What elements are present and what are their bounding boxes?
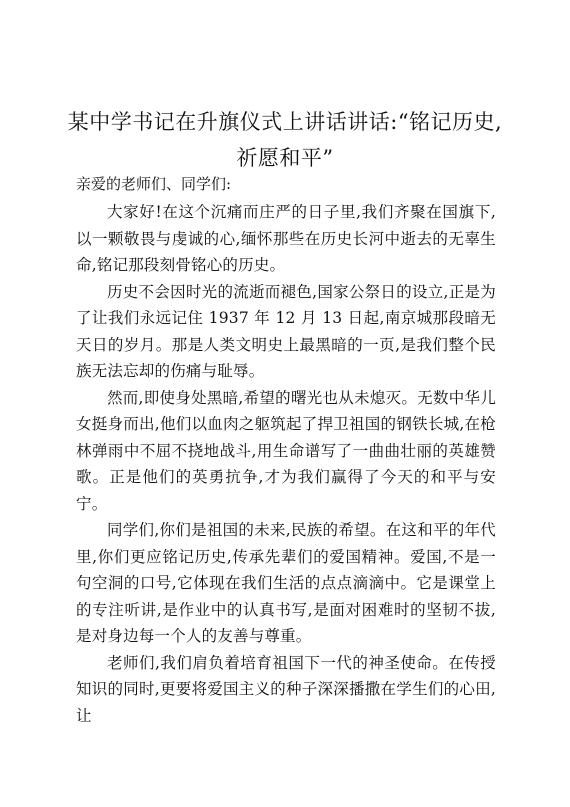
paragraph-greeting: 大家好!在这个沉痛而庄严的日子里,我们齐聚在国旗下,以一颗敬畏与虔诚的心,缅怀那些在历史长河中逝去的无辜生命,铭记那段刻骨铭心的历史。 (76, 203, 496, 274)
paragraph-hope: 然而,即使身处黑暗,希望的曙光也从未熄灭。无数中华儿女挺身而出,他们以血肉之躯筑起了捍卫祖国的钢铁长城,在枪林弹雨中不屈不挠地战斗,用生命谱写了一曲曲壮丽的英雄赞歌。正是他们的英勇抗争,才为我们赢得了今天的和平与安宁。 (76, 388, 496, 513)
paragraph-teachers: 老师们,我们肩负着培育祖国下一代的神圣使命。在传授知识的同时,更要将爱国主义的种子深深播撒在学生们的心田,让 (76, 653, 496, 725)
paragraph-history: 历史不会因时光的流逝而褪色,国家公祭日的设立,正是为了让我们永远记住 1937 年 12 月 13 日起,南京城那段暗无天日的岁月。那是人类文明史上最黑暗的一页,是我们整个民族无法忘却的伤痛与耻辱。 (76, 282, 496, 380)
paragraph-students: 同学们,你们是祖国的未来,民族的希望。在这和平的年代里,你们更应铭记历史,传承先辈们的爱国精神。爱国,不是一句空洞的口号,它体现在我们生活的点点滴滴中。它是课堂上的专注听讲,是作业中的认真书写,是面对困难时的坚韧不拔,是对身边每一个人的友善与尊重。 (76, 521, 496, 645)
title-line-1: 某中学书记在升旗仪式上讲话讲话:“铭记历史, (67, 110, 503, 134)
document-title (60, 104, 510, 176)
title-line-2: 祈愿和平” (236, 146, 334, 170)
speech-body (76, 199, 496, 729)
salutation: 亲爱的老师们、同学们: (76, 175, 232, 193)
